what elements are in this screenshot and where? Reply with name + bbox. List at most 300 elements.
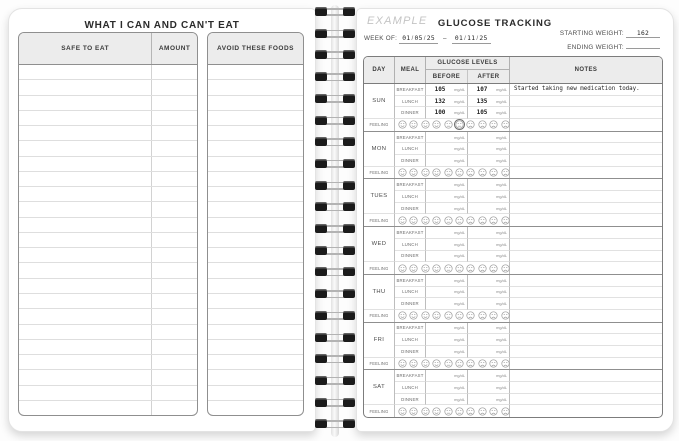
blank-cell: [19, 401, 152, 415]
glucose-before-cell: [426, 382, 468, 394]
notes-cell: [510, 132, 662, 144]
blank-row: [208, 309, 303, 324]
glucose-unit: mg/dL: [496, 146, 507, 152]
glucose-unit: mg/dL: [496, 110, 507, 116]
unamused-face-icon: [455, 359, 464, 368]
blank-cell: [19, 325, 152, 339]
glucose-before-value: 132: [434, 97, 446, 105]
spiral-loop: [314, 419, 356, 429]
spiral-ring-left: [315, 50, 327, 59]
blank-cell: [19, 263, 152, 277]
smiling-face-icon: [409, 168, 418, 177]
glucose-unit: mg/dL: [454, 348, 465, 354]
blank-cell: [208, 279, 303, 293]
safe-to-eat-column-header: SAFE TO EAT: [19, 33, 152, 64]
spiral-loop: [314, 398, 356, 408]
blank-cell: [19, 294, 152, 308]
day-block: [364, 179, 662, 227]
glucose-before-cell: [426, 132, 468, 144]
blank-row: [208, 187, 303, 202]
blank-row: [19, 65, 197, 80]
blank-cell: [208, 401, 303, 415]
feeling-notes-cell: [510, 262, 662, 274]
before-column-header: BEFORE: [426, 70, 468, 83]
glucose-before-cell: [426, 143, 468, 155]
meal-label: DINNER: [395, 298, 426, 310]
glucose-after-cell: [468, 191, 510, 203]
glucose-after-cell: [468, 251, 510, 263]
spiral-ring-right: [343, 376, 355, 385]
blank-row: [208, 248, 303, 263]
blank-row: [19, 401, 197, 415]
spiral-ring-left: [315, 181, 327, 190]
glucose-before-value: 100: [434, 109, 446, 117]
spiral-ring-right: [343, 137, 355, 146]
distressed-face-icon: [501, 407, 510, 416]
sad-face-icon: [466, 407, 475, 416]
notes-column-header: NOTES: [574, 67, 598, 73]
blank-cell: [208, 309, 303, 323]
unamused-face-icon: [455, 311, 464, 320]
blank-cell: [152, 279, 197, 293]
crying-face-icon: [489, 359, 498, 368]
glucose-tracking-title: GLUCOSE TRACKING: [437, 18, 553, 29]
blank-cell: [152, 401, 197, 415]
glucose-before-cell: [426, 275, 468, 287]
blank-cell: [208, 187, 303, 201]
day-name: SUN: [364, 84, 395, 119]
spiral-ring-left: [315, 376, 327, 385]
glucose-before-cell: [426, 107, 468, 119]
day-block: [364, 323, 662, 371]
distressed-face-icon: [501, 216, 510, 225]
blank-cell: [19, 157, 152, 171]
day-block: [364, 370, 662, 417]
glucose-after-cell: [468, 143, 510, 155]
feeling-notes-cell: [510, 119, 662, 131]
notes-cell: [510, 227, 662, 239]
blank-row: [19, 218, 197, 233]
spiral-ring-right: [343, 289, 355, 298]
meal-label: DINNER: [395, 346, 426, 358]
spiral-ring-left: [315, 289, 327, 298]
neutral-face-icon: [444, 264, 453, 273]
blank-cell: [19, 248, 152, 262]
blank-row: [19, 187, 197, 202]
glucose-unit: mg/dL: [496, 337, 507, 343]
blank-row: [19, 157, 197, 172]
sad-face-icon: [466, 264, 475, 273]
blank-cell: [208, 96, 303, 110]
spiral-loop: [314, 354, 356, 364]
glucose-unit: mg/dL: [454, 134, 465, 140]
grinning-face-icon: [398, 264, 407, 273]
glucose-after-value: 107: [476, 85, 488, 93]
day-name: MON: [364, 132, 395, 167]
slight-smile-face-icon: [432, 407, 441, 416]
feeling-label: FEELING: [364, 119, 395, 131]
glucose-unit: mg/dL: [454, 373, 465, 379]
blank-cell: [208, 386, 303, 400]
slight-smile-face-icon: [432, 359, 441, 368]
glucose-after-cell: [468, 132, 510, 144]
blank-row: [208, 141, 303, 156]
spiral-loop: [314, 376, 356, 386]
glucose-after-cell: [468, 179, 510, 191]
blank-row: [19, 172, 197, 187]
blank-cell: [208, 80, 303, 94]
glucose-unit: mg/dL: [496, 325, 507, 331]
grinning-face-icon: [398, 168, 407, 177]
notes-cell: [510, 203, 662, 215]
spiral-loop: [314, 267, 356, 277]
blank-cell: [208, 141, 303, 155]
day-name: FRI: [364, 323, 395, 358]
grinning-face-icon: [398, 407, 407, 416]
blank-row: [208, 263, 303, 278]
spiral-ring-left: [315, 267, 327, 276]
blank-cell: [208, 111, 303, 125]
spiral-ring-left: [315, 7, 327, 16]
glucose-unit: mg/dL: [454, 110, 465, 116]
smiling-face-icon: [409, 407, 418, 416]
spiral-loop: [314, 72, 356, 82]
blank-row: [208, 370, 303, 385]
blank-cell: [152, 126, 197, 140]
ending-weight-label: ENDING WEIGHT:: [567, 44, 624, 51]
spiral-loop: [314, 7, 356, 17]
meal-label: BREAKFAST: [395, 275, 426, 287]
spiral-ring-left: [315, 311, 327, 320]
unamused-face-icon: [455, 264, 464, 273]
glucose-before-cell: [426, 179, 468, 191]
example-watermark: EXAMPLE: [367, 15, 428, 27]
glucose-unit: mg/dL: [454, 384, 465, 390]
slight-smile-face-icon: [432, 264, 441, 273]
glucose-unit: mg/dL: [496, 277, 507, 283]
blank-cell: [208, 325, 303, 339]
feeling-label: FEELING: [364, 214, 395, 226]
meal-label: BREAKFAST: [395, 323, 426, 335]
neutral-face-icon: [444, 168, 453, 177]
spiral-ring-right: [343, 116, 355, 125]
happy-face-icon: [421, 120, 430, 129]
neutral-face-icon: [444, 216, 453, 225]
blank-cell: [208, 126, 303, 140]
week-of-line: [364, 35, 491, 42]
unamused-face-icon: [455, 216, 464, 225]
glucose-after-cell: [468, 394, 510, 406]
blank-row: [19, 263, 197, 278]
blank-cell: [152, 386, 197, 400]
blank-row: [208, 126, 303, 141]
glucose-unit: mg/dL: [454, 98, 465, 104]
spiral-ring-left: [315, 419, 327, 428]
spiral-ring-left: [315, 354, 327, 363]
blank-row: [208, 355, 303, 370]
spiral-ring-left: [315, 94, 327, 103]
spiral-ring-right: [343, 159, 355, 168]
blank-row: [19, 386, 197, 401]
blank-row: [208, 111, 303, 126]
glucose-after-cell: [468, 334, 510, 346]
glucose-before-cell: [426, 96, 468, 108]
distressed-face-icon: [501, 311, 510, 320]
notes-cell: [510, 275, 662, 287]
glucose-before-cell: [426, 346, 468, 358]
sad-face-icon: [466, 216, 475, 225]
day-block: [364, 275, 662, 323]
blank-row: [208, 294, 303, 309]
starting-weight-value: 162: [626, 30, 660, 38]
glucose-before-cell: [426, 191, 468, 203]
slight-smile-face-icon: [432, 311, 441, 320]
blank-row: [19, 370, 197, 385]
feeling-label: FEELING: [364, 167, 395, 179]
blank-row: [208, 340, 303, 355]
week-start-date: 01/05/25: [399, 35, 438, 44]
blank-cell: [152, 309, 197, 323]
meal-label: DINNER: [395, 394, 426, 406]
after-column-header: AFTER: [468, 70, 510, 83]
happy-face-icon: [421, 216, 430, 225]
neutral-face-icon: [444, 359, 453, 368]
spiral-ring-right: [343, 398, 355, 407]
spiral-ring-right: [343, 202, 355, 211]
blank-cell: [152, 248, 197, 262]
blank-cell: [208, 355, 303, 369]
glucose-unit: mg/dL: [496, 86, 507, 92]
glucose-before-cell: [426, 84, 468, 96]
blank-cell: [19, 355, 152, 369]
notes-cell: [510, 107, 662, 119]
feeling-notes-cell: [510, 310, 662, 322]
day-name: WED: [364, 227, 395, 262]
glucose-unit: mg/dL: [496, 396, 507, 402]
glucose-after-cell: [468, 382, 510, 394]
glucose-unit: mg/dL: [454, 325, 465, 331]
frowning-face-icon: [478, 264, 487, 273]
sad-face-icon: [466, 359, 475, 368]
meal-label: BREAKFAST: [395, 132, 426, 144]
glucose-after-cell: [468, 227, 510, 239]
glucose-unit: mg/dL: [454, 157, 465, 163]
meal-label: LUNCH: [395, 191, 426, 203]
spiral-ring-right: [343, 419, 355, 428]
blank-row: [208, 233, 303, 248]
glucose-before-cell: [426, 203, 468, 215]
glucose-after-cell: [468, 107, 510, 119]
blank-cell: [152, 111, 197, 125]
smiling-face-icon: [409, 311, 418, 320]
glucose-unit: mg/dL: [496, 384, 507, 390]
glucose-before-cell: [426, 370, 468, 382]
meal-label: LUNCH: [395, 239, 426, 251]
blank-cell: [19, 80, 152, 94]
blank-row: [208, 218, 303, 233]
blank-cell: [19, 187, 152, 201]
glucose-unit: mg/dL: [496, 241, 507, 247]
blank-row: [208, 65, 303, 80]
ending-weight-line: [560, 44, 660, 51]
blank-cell: [208, 263, 303, 277]
glucose-unit: mg/dL: [454, 289, 465, 295]
spiral-ring-left: [315, 137, 327, 146]
sad-face-icon: [466, 120, 475, 129]
spiral-ring-right: [343, 333, 355, 342]
right-page: [356, 8, 674, 432]
glucose-before-cell: [426, 251, 468, 263]
glucose-after-cell: [468, 275, 510, 287]
day-name: SAT: [364, 370, 395, 405]
blank-row: [208, 80, 303, 95]
meal-label: LUNCH: [395, 334, 426, 346]
spiral-ring-left: [315, 398, 327, 407]
blank-cell: [152, 141, 197, 155]
spiral-ring-left: [315, 224, 327, 233]
blank-cell: [19, 340, 152, 354]
spiral-ring-right: [343, 311, 355, 320]
week-of-label: WEEK OF:: [364, 35, 398, 42]
crying-face-icon: [489, 407, 498, 416]
neutral-face-icon: [444, 120, 453, 129]
safe-to-eat-header: [19, 33, 197, 65]
blank-row: [19, 141, 197, 156]
notes-cell: [510, 191, 662, 203]
notes-cell: [510, 239, 662, 251]
glucose-unit: mg/dL: [454, 277, 465, 283]
feeling-notes-cell: [510, 214, 662, 226]
blank-cell: [19, 111, 152, 125]
glucose-unit: mg/dL: [454, 337, 465, 343]
spiral-loop: [314, 289, 356, 299]
glucose-unit: mg/dL: [454, 241, 465, 247]
glucose-after-cell: [468, 346, 510, 358]
glucose-unit: mg/dL: [496, 134, 507, 140]
crying-face-icon: [489, 168, 498, 177]
distressed-face-icon: [501, 264, 510, 273]
avoid-foods-header: AVOID THESE FOODS: [208, 33, 303, 65]
spiral-loop: [314, 224, 356, 234]
glucose-unit: mg/dL: [496, 193, 507, 199]
neutral-face-icon: [444, 407, 453, 416]
blank-cell: [208, 233, 303, 247]
glucose-before-cell: [426, 287, 468, 299]
glucose-unit: mg/dL: [454, 146, 465, 152]
meal-label: BREAKFAST: [395, 179, 426, 191]
blank-row: [19, 248, 197, 263]
notes-cell: [510, 155, 662, 167]
avoid-foods-table: [207, 32, 304, 416]
avoid-foods-rows: [208, 65, 303, 415]
spiral-ring-right: [343, 29, 355, 38]
blank-row: [19, 325, 197, 340]
week-end-date: 01/11/25: [452, 35, 491, 44]
weights-block: [560, 30, 660, 57]
glucose-table-body: [364, 84, 662, 417]
left-page-tables: [18, 32, 304, 416]
meal-label: LUNCH: [395, 143, 426, 155]
blank-cell: [152, 263, 197, 277]
blank-cell: [152, 370, 197, 384]
blank-row: [19, 309, 197, 324]
crying-face-icon: [489, 216, 498, 225]
blank-row: [208, 157, 303, 172]
distressed-face-icon: [501, 120, 510, 129]
grinning-face-icon: [398, 120, 407, 129]
frowning-face-icon: [478, 216, 487, 225]
distressed-face-icon: [501, 168, 510, 177]
happy-face-icon: [421, 311, 430, 320]
grinning-face-icon: [398, 311, 407, 320]
blank-cell: [152, 172, 197, 186]
glucose-after-value: 135: [476, 97, 488, 105]
blank-cell: [152, 65, 197, 79]
glucose-unit: mg/dL: [454, 182, 465, 188]
glucose-after-cell: [468, 287, 510, 299]
blank-cell: [19, 309, 152, 323]
glucose-unit: mg/dL: [496, 205, 507, 211]
feeling-notes-cell: [510, 167, 662, 179]
crying-face-icon: [489, 311, 498, 320]
glucose-before-cell: [426, 155, 468, 167]
neutral-face-icon: [444, 311, 453, 320]
feeling-scale: [395, 214, 510, 226]
blank-row: [208, 386, 303, 401]
blank-row: [208, 325, 303, 340]
happy-face-icon: [421, 359, 430, 368]
meal-label: DINNER: [395, 107, 426, 119]
blank-row: [19, 355, 197, 370]
slight-smile-face-icon: [432, 216, 441, 225]
blank-row: [208, 401, 303, 415]
glucose-after-cell: [468, 155, 510, 167]
spiral-ring-left: [315, 246, 327, 255]
grinning-face-icon: [398, 216, 407, 225]
meal-label: DINNER: [395, 203, 426, 215]
blank-cell: [152, 80, 197, 94]
grinning-face-icon: [398, 359, 407, 368]
spiral-ring-left: [315, 159, 327, 168]
glucose-before-value: 105: [434, 85, 446, 93]
blank-cell: [152, 325, 197, 339]
day-block: [364, 227, 662, 275]
blank-row: [19, 294, 197, 309]
blank-cell: [152, 340, 197, 354]
happy-face-icon: [421, 407, 430, 416]
spiral-binding: [314, 0, 356, 441]
spiral-ring-right: [343, 246, 355, 255]
feeling-scale: [395, 167, 510, 179]
spiral-loop: [314, 311, 356, 321]
glucose-before-cell: [426, 239, 468, 251]
blank-cell: [19, 141, 152, 155]
spiral-loop: [314, 116, 356, 126]
amount-column-header: AMOUNT: [158, 45, 191, 52]
glucose-unit: mg/dL: [454, 396, 465, 402]
blank-row: [19, 202, 197, 217]
smiling-face-icon: [409, 120, 418, 129]
blank-cell: [19, 202, 152, 216]
frowning-face-icon: [478, 359, 487, 368]
frowning-face-icon: [478, 311, 487, 320]
notes-cell: Started taking new medication today.: [510, 84, 662, 96]
notes-cell: [510, 370, 662, 382]
blank-cell: [208, 294, 303, 308]
blank-cell: [152, 294, 197, 308]
smiling-face-icon: [409, 264, 418, 273]
blank-row: [19, 96, 197, 111]
